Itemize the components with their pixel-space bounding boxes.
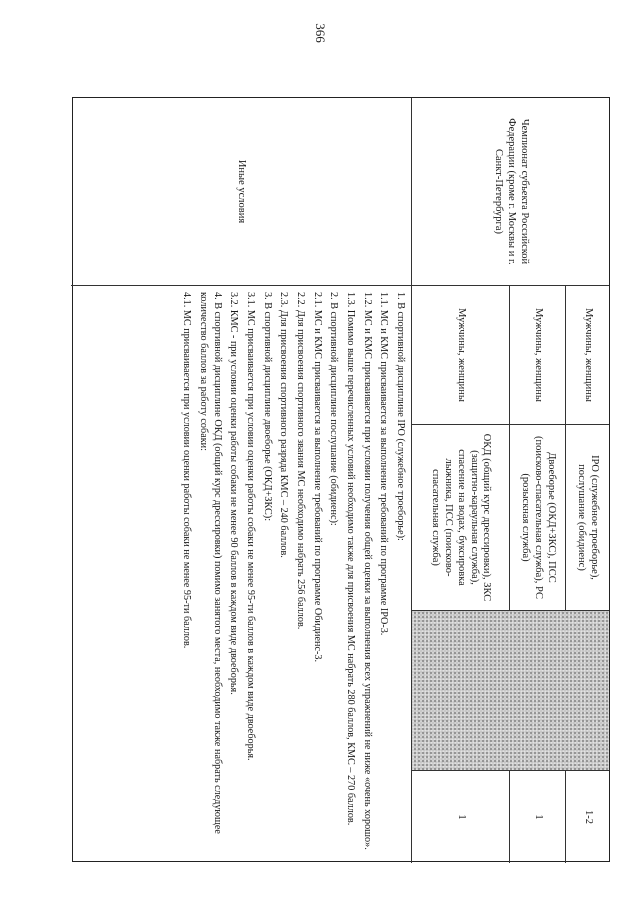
condition-line: 1.2. МС и КМС присваивается при условии получения общей оценки за выполнения всех упражнений не ниже «очень хорошо». [361, 292, 373, 850]
condition-line: 4.1. МС присваивается при условии оценки работы собаки не менее 95-ти баллов. [181, 292, 193, 649]
condition-line: 4. В спортивной дисциплине ОКД (общий курс дрессировки) помимо занятого места, необходимо также набрать следующее количество баллов за работу собаки: [197, 292, 223, 834]
condition-line: 2.1. МС и КМС присваивается за выполнение требований по программе Обидиенс-3. [311, 292, 323, 663]
condition-line: 1.1. МС и КМС присваивается за выполнение требований по программе IPO-3. [378, 292, 390, 636]
discipline-cell: Двоеборье (ОКД+ЗКС), ПСС (поисково-спасательная служба), РС (розыскная служба) [509, 425, 565, 611]
value-cell: 1-2 [565, 771, 609, 863]
discipline-cell: ОКД (общий курс дрессировки), ЗКС (защитно-караульная служба), спасение на водах, буксировка лыжника, ПСС (поисково-спасательная служба) [411, 425, 509, 611]
discipline-cell: IPO (служебное троеборье), послушание (обидиенс) [565, 425, 609, 611]
participants-cell: Мужчины, женщины [411, 286, 509, 425]
shaded-cell [411, 611, 609, 771]
requirements-table [72, 97, 610, 862]
condition-line: 3. В спортивной дисциплине двоеборье (ОКД+ЗКС): [261, 292, 273, 522]
condition-line: 1.3. Помимо выше перечисленных условий необходимо также для присвоения МС набрать 280 баллов, КМС – 270 баллов. [344, 292, 356, 826]
condition-line: 1. В спортивной дисциплине IPO (служебное троеборье): [395, 292, 406, 541]
condition-line: 3.1. МС присваивается при условии оценки работы собаки не менее 95-ти баллов в каждом виде двоеборья. [244, 292, 256, 761]
competition-cell: Чемпионат субъекта Российской Федерации (кроме г. Москвы и г. Санкт-Петербурга) [411, 98, 609, 286]
condition-line: 2. В спортивной дисциплине послушание (обидиенс): [328, 292, 340, 526]
value-cell: 1 [411, 771, 509, 863]
condition-line: 2.3. Для присвоения спортивного разряда КМС – 240 баллов. [278, 292, 290, 558]
other-conditions-label: Иные условия [71, 98, 411, 286]
conditions-cell [71, 286, 411, 863]
value-cell: 1 [509, 771, 565, 863]
participants-cell: Мужчины, женщины [565, 286, 609, 425]
condition-line: 2.2. Для присвоения спортивного звания МС необходимо набрать 256 баллов. [294, 292, 306, 630]
condition-line: 3.2. КМС - при условии оценки работы собаки не менее 90 баллов в каждом виде двоеборья. [228, 292, 240, 695]
page-number: 366 [313, 23, 328, 43]
participants-cell: Мужчины, женщины [509, 286, 565, 425]
